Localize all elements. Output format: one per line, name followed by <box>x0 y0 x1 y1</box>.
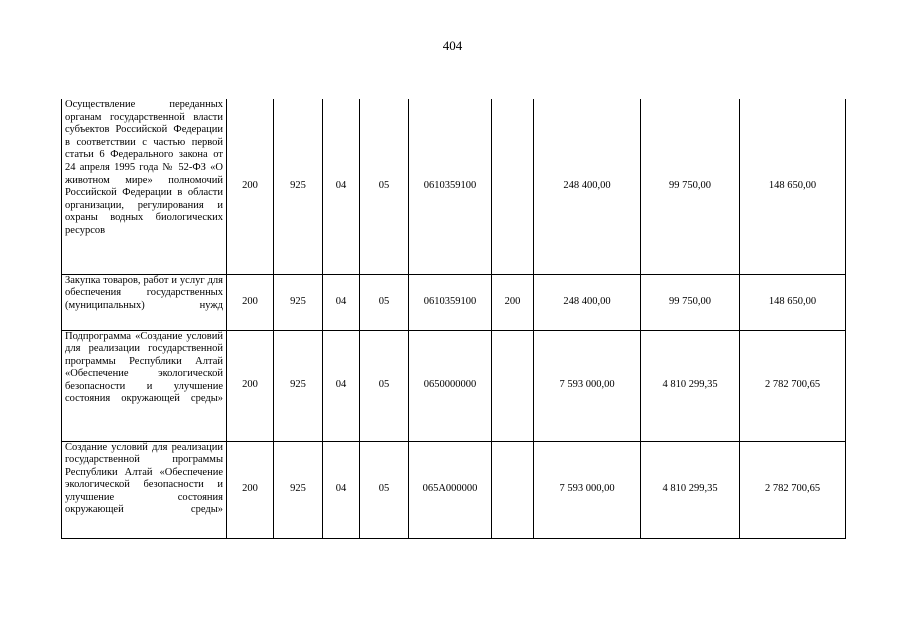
code-cell: 200 <box>227 330 274 441</box>
code-cell: 05 <box>360 441 409 538</box>
page-number: 404 <box>442 38 463 53</box>
amount-cell: 7 593 000,00 <box>534 330 641 441</box>
code-cell: 04 <box>323 99 360 274</box>
code-cell: 200 <box>227 274 274 330</box>
row-description: Осуществление переданных органам государственной власти субъектов Российской Федерации в соответствии с частью первой статьи 6 Федерального закона от 24 апреля 1995 года № 52-ФЗ «О животном мире» полномочий Российской Федерации в области организации, регулирования и охраны водных биологических ресурсов <box>62 99 227 274</box>
code-cell: 925 <box>274 330 323 441</box>
code-cell: 200 <box>227 99 274 274</box>
expense-type-cell <box>492 99 534 274</box>
amount-cell: 99 750,00 <box>641 99 740 274</box>
row-description: Создание условий для реализации государственной программы Республики Алтай «Обеспечение экологической безопасности и улучшение состояния окружающей среды» <box>62 441 227 538</box>
amount-cell: 7 593 000,00 <box>534 441 641 538</box>
target-article-cell: 065А000000 <box>409 441 492 538</box>
table-row <box>62 99 846 274</box>
budget-table <box>61 99 846 539</box>
target-article-cell: 0610359100 <box>409 99 492 274</box>
expense-type-cell: 200 <box>492 274 534 330</box>
code-cell: 04 <box>323 441 360 538</box>
row-description: Подпрограмма «Создание условий для реализации государственной программы Республики Алтай «Обеспечение экологической безопасности и улучшение состояния окружающей среды» <box>62 330 227 441</box>
code-cell: 925 <box>274 441 323 538</box>
code-cell: 925 <box>274 274 323 330</box>
code-cell: 05 <box>360 330 409 441</box>
amount-cell: 4 810 299,35 <box>641 330 740 441</box>
target-article-cell: 0610359100 <box>409 274 492 330</box>
amount-cell: 2 782 700,65 <box>740 330 846 441</box>
amount-cell: 248 400,00 <box>534 274 641 330</box>
code-cell: 04 <box>323 330 360 441</box>
code-cell: 05 <box>360 99 409 274</box>
row-description: Закупка товаров, работ и услуг для обеспечения государственных (муниципальных) нужд <box>62 274 227 330</box>
code-cell: 925 <box>274 99 323 274</box>
table-row <box>62 274 846 330</box>
target-article-cell: 0650000000 <box>409 330 492 441</box>
amount-cell: 248 400,00 <box>534 99 641 274</box>
code-cell: 05 <box>360 274 409 330</box>
code-cell: 200 <box>227 441 274 538</box>
amount-cell: 2 782 700,65 <box>740 441 846 538</box>
expense-type-cell <box>492 330 534 441</box>
table-row <box>62 330 846 441</box>
expense-type-cell <box>492 441 534 538</box>
code-cell: 04 <box>323 274 360 330</box>
amount-cell: 99 750,00 <box>641 274 740 330</box>
table-row <box>62 441 846 538</box>
amount-cell: 4 810 299,35 <box>641 441 740 538</box>
amount-cell: 148 650,00 <box>740 99 846 274</box>
amount-cell: 148 650,00 <box>740 274 846 330</box>
